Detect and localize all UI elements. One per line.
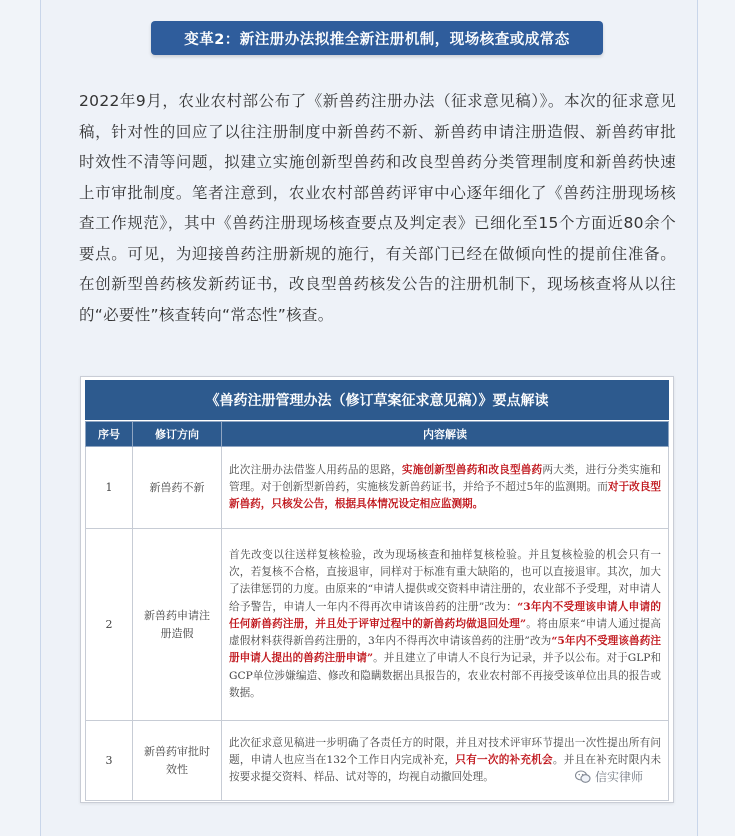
table-row [86,447,669,529]
row-direction-text: 新兽药申请注册造假 [144,608,210,640]
row-number: 1 [86,447,133,529]
row-content [222,529,669,721]
highlight-text: 只有一次的补充机会 [455,753,553,766]
highlight-text: “5年内不受理该兽药注册申请人提出的兽药注册申请” [229,635,661,665]
article-paragraph: 2022年9月，农业农村部公布了《新兽药注册办法（征求意见稿）》。本次的征求意见稿，针对性的回应了以往注册制度中新兽药不新、新兽药申请注册造假、新兽药审批时效性不清等问题，拟建立实施创新型兽药和改良型兽药分类管理制度和新兽药快速上市审批制度。笔者注意到，农业农村部兽药评审中心逐年细化了《兽药注册现场核查工作规范》，其中《兽药注册现场核查要点及判定表》已细化至15个方面近80余个要点。可见，为迎接兽药注册新规的施行，有关部门已经在做倾向性的提前住准备。在创新型兽药核发新药证书，改良型兽药核发公告的注册机制下，现场核查将从以往的“必要性”核查转向“常态性”核查。 [79,92,676,324]
row-content [222,447,669,529]
row-number: 2 [86,529,133,721]
content-text: 两大类，进行分类实施和管理。对于创新型新兽药，实施核发新兽药证书，并给予不超过5年的监测期。而 [229,463,662,493]
row-direction [133,529,222,721]
content-text: 。并且在补充时限内未按要求提交资料、样品、试对等的，均视自动撤回处理。 [229,753,662,784]
section-banner [151,21,603,55]
table-body [86,447,669,801]
watermark [575,768,643,785]
highlight-text: “3年内不受理该申请人申请的任何新兽药注册，并且处于评审过程中的新兽药均做退回处理” [229,600,661,630]
content-text: 。将由原来“申请人通过提高虚假材料获得新兽药注册的，3年内不得再次申请该兽药的注册”改为 [229,617,661,648]
table-row [86,721,669,801]
highlight-text: 实施创新型兽药和改良型兽药 [401,463,543,476]
content-text: 首先改变以往送样复核检验，改为现场核查和抽样复核检验。并且复核检验的机会只有一次，若复核不合格，直接退审，同样对于标准有重大缺陷的，也可以直接退审。其次，加大了法律惩罚的力度。由原来的“申请人提供或交资料申请注册的，农业部不予受理，对申请人给予警告，申请人一年内不得再次申请该兽药的注册”改为： [229,549,661,613]
wechat-icon [575,770,591,784]
header-no: 序号 [86,422,133,447]
header-content: 内容解读 [222,422,669,447]
highlight-text: 对于改良型新兽药，只核发公告，根据具体情况设定相应监测期。 [229,480,661,511]
row-direction-text: 新兽药不新 [149,480,205,494]
table-title: 《兽药注册管理办法（修订草案征求意见稿）》要点解读 [85,380,669,420]
summary-table [85,421,669,801]
table-row [86,529,669,721]
row-direction [133,447,222,529]
row-number: 3 [86,721,133,801]
content-text: 此次征求意见稿进一步明确了各责任方的时限，并且对技术评审环节提出一次性提出所有问题，申请人也应当在132个工作日内完成补充， [229,736,661,766]
content-text: 此次注册办法借鉴人用药品的思路， [229,463,402,476]
row-direction-text: 新兽药审批时效性 [144,744,210,776]
content-text: 。并且建立了申请人不良行为记录，并予以公布。对于GLP和GCP单位涉嫌编造、修改和隐瞒数据出具报告的，农业农村部不再接受该单位出具的报告或数据。 [229,652,662,699]
watermark-text: 信实律师 [595,770,644,784]
row-direction [133,721,222,801]
row-content [222,721,669,801]
table-header-row [86,422,669,447]
summary-table-card [80,376,674,803]
header-direction: 修订方向 [133,422,222,447]
banner-title: 变革2：新注册办法拟推全新注册机制，现场核查或成常态 [184,31,570,48]
